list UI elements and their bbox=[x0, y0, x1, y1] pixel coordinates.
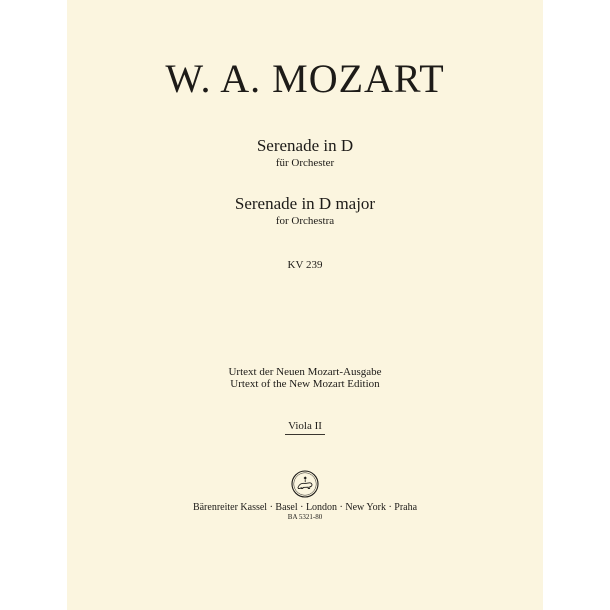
part-underline bbox=[285, 434, 325, 435]
title-english: Serenade in D major bbox=[234, 194, 376, 213]
baerenreiter-bear-logo-icon bbox=[291, 470, 319, 498]
edition-note-english: Urtext of the New Mozart Edition bbox=[230, 378, 380, 390]
subtitle-english: for Orchestra bbox=[275, 215, 335, 227]
edition-note-german: Urtext der Neuen Mozart-Ausgabe bbox=[228, 366, 382, 378]
part-name: Viola II bbox=[288, 420, 322, 432]
order-number: BA 5321-80 bbox=[287, 513, 323, 521]
score-cover bbox=[67, 0, 543, 610]
subtitle-german: für Orchester bbox=[275, 157, 335, 169]
publisher-line: Bärenreiter Kassel · Basel · London · New York · Praha bbox=[192, 502, 418, 513]
catalog-number: KV 239 bbox=[287, 259, 323, 271]
composer-name: W. A. MOZART bbox=[165, 56, 445, 101]
title-german: Serenade in D bbox=[256, 136, 354, 155]
